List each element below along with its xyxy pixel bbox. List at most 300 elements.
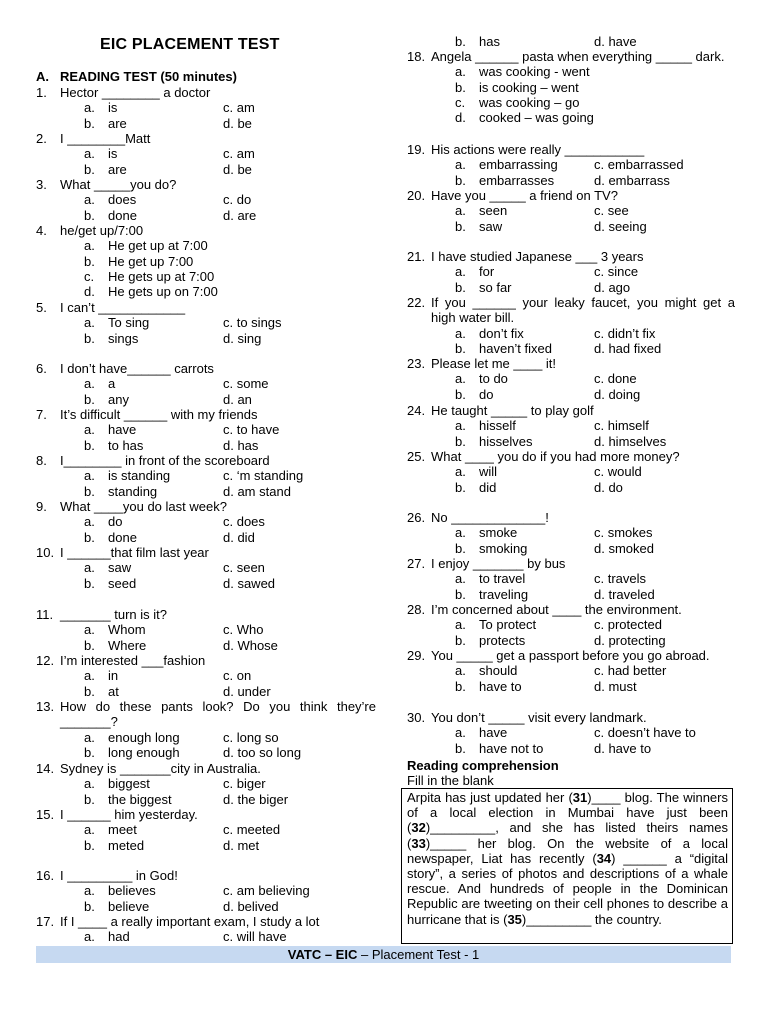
question-number: 15.	[36, 807, 55, 822]
option-letter: a.	[84, 668, 95, 684]
answer-options	[84, 883, 376, 914]
option-text: d. ago	[594, 279, 631, 295]
question-text: I ________Matt	[60, 131, 151, 146]
answer-option	[455, 95, 735, 110]
question-16	[36, 868, 376, 914]
answer-options	[455, 264, 735, 295]
question-stem	[407, 356, 735, 371]
answer-option	[455, 725, 594, 740]
option-text: hisself	[479, 418, 516, 434]
answer-option	[84, 162, 223, 177]
option-letter: a.	[84, 883, 95, 899]
answer-option	[84, 238, 376, 253]
option-text: c. ‘m standing	[223, 468, 304, 484]
question-number: 11.	[36, 607, 54, 622]
question-10	[36, 545, 376, 591]
answer-option	[84, 668, 223, 683]
option-text: d. must	[594, 678, 637, 694]
answer-options	[84, 514, 376, 545]
option-text: d. the biger	[223, 791, 289, 807]
question-stem	[407, 295, 735, 326]
option-letter: a.	[84, 146, 95, 162]
answer-options	[84, 315, 376, 346]
question-21	[407, 249, 735, 295]
answer-option	[223, 838, 376, 853]
answer-option	[594, 725, 735, 740]
option-text: c. will have	[223, 929, 287, 945]
option-letter: b.	[455, 540, 466, 556]
question-text: I have studied Japanese ___ 3 years	[431, 249, 644, 264]
option-letter: b.	[455, 34, 466, 49]
answer-option	[594, 663, 735, 678]
answer-option	[223, 376, 376, 391]
question-text: He taught _____ to play golf	[431, 403, 594, 418]
question-text: I ______ him yesterday.	[60, 807, 198, 822]
question-stem	[407, 648, 735, 663]
option-text: d. has	[223, 437, 259, 453]
answer-option	[594, 371, 735, 386]
answer-option	[223, 468, 376, 483]
option-text: saw	[479, 218, 503, 234]
answer-option	[455, 110, 735, 125]
answer-option	[223, 422, 376, 437]
question-text: If I ____ a really important exam, I study a lot	[60, 914, 320, 929]
reading-comprehension-heading: Reading comprehension	[407, 758, 559, 773]
question-17	[36, 914, 376, 945]
answer-option	[223, 684, 376, 699]
question-number: 22.	[407, 295, 426, 310]
option-letter: a.	[455, 464, 466, 480]
option-letter: a.	[84, 514, 95, 530]
question-number: 1.	[36, 85, 47, 100]
answer-option	[594, 341, 735, 356]
question-text: I don’t have______ carrots	[60, 361, 214, 376]
option-text: d. embarrass	[594, 172, 670, 188]
option-text: biggest	[108, 776, 150, 792]
section-text: READING TEST (50 minutes)	[60, 69, 237, 84]
option-letter: a.	[84, 238, 95, 254]
answer-options	[84, 668, 376, 699]
answer-options	[84, 468, 376, 499]
option-text: c. to have	[223, 422, 280, 438]
answer-option	[84, 484, 223, 499]
answer-option	[594, 541, 735, 556]
answer-option	[223, 530, 376, 545]
answer-option	[84, 576, 223, 591]
option-text: are	[108, 115, 127, 131]
answer-options	[455, 64, 735, 125]
option-text: d. smoked	[594, 540, 654, 556]
option-text: have to	[479, 678, 522, 694]
question-number: 19.	[407, 142, 426, 157]
answer-options	[455, 34, 735, 49]
question-7	[36, 407, 376, 453]
question-stem	[36, 361, 376, 376]
answer-option	[455, 157, 594, 172]
option-text: c. had better	[594, 663, 667, 679]
answer-option	[84, 331, 223, 346]
blank-number: 34	[596, 850, 612, 866]
option-text: d. be	[223, 161, 252, 177]
answer-option	[594, 617, 735, 632]
option-text: meted	[108, 837, 145, 853]
question-text: Angela ______ pasta when everything _____ dark.	[431, 49, 725, 64]
question-number: 10.	[36, 545, 55, 560]
question-stem	[36, 761, 376, 776]
question-number: 13.	[36, 699, 55, 714]
answer-option	[594, 219, 735, 234]
option-text: d. met	[223, 837, 260, 853]
answer-option	[455, 679, 594, 694]
option-letter: c.	[84, 268, 95, 284]
answer-option	[455, 418, 594, 433]
question-18	[407, 49, 735, 125]
answer-option	[223, 116, 376, 131]
blank-number: 33	[411, 835, 426, 851]
blank-number: 31	[572, 790, 588, 805]
answer-option	[223, 622, 376, 637]
option-text: d. himselves	[594, 433, 667, 449]
option-text: d. belived	[223, 898, 279, 914]
question-11	[36, 607, 376, 653]
answer-option	[594, 157, 735, 172]
answer-option	[455, 525, 594, 540]
answer-option	[223, 331, 376, 346]
option-letter: b.	[84, 637, 95, 653]
question-text: What ____ you do if you had more money?	[431, 449, 680, 464]
answer-option	[594, 387, 735, 402]
option-letter: a.	[84, 468, 95, 484]
answer-option	[594, 203, 735, 218]
footer-text: – Placement Test - 1	[357, 947, 480, 962]
question-6	[36, 361, 376, 407]
option-text: d. did	[223, 529, 255, 545]
passage-text: )____ blog. The winners of a local election in Mumbai have just been (	[407, 790, 728, 836]
question-stem	[36, 807, 376, 822]
answer-option	[84, 146, 223, 161]
answer-option	[223, 438, 376, 453]
answer-option	[455, 280, 594, 295]
question-24	[407, 403, 735, 449]
option-text: d. are	[223, 207, 257, 223]
answer-options	[84, 730, 376, 761]
option-text: He gets up at 7:00	[108, 268, 215, 284]
answer-option	[455, 64, 735, 79]
answer-option	[455, 571, 594, 586]
answer-option	[455, 480, 594, 495]
footer-org: VATC – EIC	[287, 947, 358, 962]
option-text: He gets up on 7:00	[108, 284, 218, 300]
option-letter: a.	[84, 776, 95, 792]
option-letter: a.	[455, 157, 466, 173]
answer-option	[455, 741, 594, 756]
option-text: has	[479, 34, 500, 49]
blank-number: 35	[507, 911, 522, 927]
answer-option	[223, 638, 376, 653]
option-letter: a.	[84, 929, 95, 945]
option-text: c. am believing	[223, 883, 310, 899]
section-heading	[36, 69, 237, 84]
option-text: c. biger	[223, 776, 266, 792]
option-text: d. protecting	[594, 632, 666, 648]
question-number: 6.	[36, 361, 47, 376]
option-text: d. an	[223, 391, 252, 407]
question-number: 16.	[36, 868, 55, 883]
question-number: 2.	[36, 131, 47, 146]
option-text: He get up 7:00	[108, 253, 194, 269]
option-text: should	[479, 663, 518, 679]
answer-options	[455, 571, 735, 602]
option-letter: a.	[84, 729, 95, 745]
answer-option	[223, 883, 376, 898]
answer-option	[223, 792, 376, 807]
answer-option	[223, 514, 376, 529]
option-letter: b.	[455, 632, 466, 648]
answer-options	[84, 822, 376, 853]
question-stem	[36, 453, 376, 468]
option-text: to travel	[479, 571, 526, 587]
answer-option	[223, 146, 376, 161]
option-text: c. am	[223, 146, 255, 162]
option-text: d. had fixed	[594, 340, 662, 356]
option-letter: b.	[84, 253, 95, 269]
option-text: in	[108, 668, 119, 684]
option-text: cooked – was going	[479, 110, 594, 126]
answer-options	[455, 464, 735, 495]
option-letter: b.	[455, 79, 466, 95]
option-letter: a.	[455, 203, 466, 219]
question-stem	[407, 449, 735, 464]
option-letter: a.	[455, 571, 466, 587]
option-letter: b.	[455, 678, 466, 694]
option-text: have	[108, 422, 137, 438]
option-text: c. to sings	[223, 315, 282, 331]
answer-options	[455, 326, 735, 357]
option-text: any	[108, 391, 129, 407]
answer-option	[594, 525, 735, 540]
question-1	[36, 85, 376, 131]
option-text: is standing	[108, 468, 171, 484]
answer-option	[84, 638, 223, 653]
question-stem	[407, 403, 735, 418]
answer-options	[455, 418, 735, 449]
passage-text: )_________ the country.	[521, 911, 662, 927]
option-text: are	[108, 161, 127, 177]
question-text: Sydney is _______city in Australia.	[60, 761, 261, 776]
option-text: believes	[108, 883, 156, 899]
answer-option	[455, 663, 594, 678]
answer-option	[594, 173, 735, 188]
option-letter: b.	[84, 529, 95, 545]
question-number: 17.	[36, 914, 55, 929]
option-text: d. am stand	[223, 483, 291, 499]
question-number: 9.	[36, 499, 47, 514]
answer-option	[84, 254, 376, 269]
option-text: was cooking - went	[479, 64, 590, 80]
question-number: 20.	[407, 188, 426, 203]
answer-option	[84, 745, 223, 760]
question-text: _______ turn is it?	[60, 607, 167, 622]
question-number: 4.	[36, 223, 47, 238]
question-text: I can’t ____________	[60, 300, 186, 315]
option-text: c. am	[223, 100, 255, 116]
option-text: so far	[479, 279, 512, 295]
question-text: You _____ get a passport before you go abroad.	[431, 648, 710, 663]
option-letter: b.	[455, 740, 466, 756]
answer-option	[84, 838, 223, 853]
option-text: have	[479, 725, 508, 741]
question-number: 24.	[407, 403, 426, 418]
option-text: at	[108, 683, 119, 699]
option-text: is	[108, 146, 118, 162]
option-text: Whom	[108, 622, 146, 638]
page-footer	[36, 946, 731, 963]
question-stem	[407, 188, 735, 203]
answer-option	[455, 173, 594, 188]
option-text: d. seeing	[594, 218, 647, 234]
question-stem	[36, 653, 376, 668]
answer-option	[84, 883, 223, 898]
answer-option	[84, 208, 223, 223]
option-letter: a.	[84, 560, 95, 576]
question-22	[407, 295, 735, 356]
answer-options	[84, 146, 376, 177]
option-letter: b.	[84, 330, 95, 346]
option-text: smoke	[479, 525, 518, 541]
question-text: If you ______ your leaky faucet, you might get a high water bill.	[431, 295, 735, 326]
option-text: done	[108, 207, 137, 223]
page-title: EIC PLACEMENT TEST	[100, 36, 280, 53]
option-letter: b.	[455, 218, 466, 234]
answer-option	[223, 730, 376, 745]
answer-options	[84, 622, 376, 653]
option-letter: b.	[84, 791, 95, 807]
blank-number: 32	[411, 820, 426, 836]
answer-option	[84, 284, 376, 299]
answer-option	[455, 80, 735, 95]
question-14	[36, 761, 376, 807]
option-text: hisselves	[479, 433, 533, 449]
question-text: I________ in front of the scoreboard	[60, 453, 270, 468]
question-23	[407, 356, 735, 402]
question-stem	[36, 607, 376, 622]
option-text: haven’t fixed	[479, 340, 552, 356]
option-text: c. didn’t fix	[594, 325, 656, 341]
option-text: meet	[108, 822, 137, 838]
option-letter: a.	[455, 617, 466, 633]
option-text: c. would	[594, 464, 642, 480]
option-letter: b.	[455, 386, 466, 402]
option-text: d. sing	[223, 330, 262, 346]
question-15	[36, 807, 376, 853]
question-stem	[36, 300, 376, 315]
answer-options	[84, 376, 376, 407]
option-text: is cooking – went	[479, 79, 579, 95]
answer-option	[455, 617, 594, 632]
option-text: had	[108, 929, 130, 945]
answer-option	[84, 684, 223, 699]
option-letter: a.	[455, 325, 466, 341]
question-text: I enjoy _______ by bus	[431, 556, 566, 571]
answer-options	[455, 663, 735, 694]
question-number: 21.	[407, 249, 426, 264]
question-8	[36, 453, 376, 499]
answer-option	[84, 530, 223, 545]
passage-text: ) ______ a “digital story”, a series of photos and descriptions of a whale rescue. And hundreds of people in the Dominican Republic are tweeting on their cell phones to describe a hurricane that is (	[407, 850, 728, 927]
option-letter: b.	[455, 479, 466, 495]
question-20	[407, 188, 735, 234]
question-29	[407, 648, 735, 694]
question-number: 12.	[36, 653, 55, 668]
option-text: c. some	[223, 376, 269, 392]
answer-option	[594, 464, 735, 479]
question-number: 23.	[407, 356, 426, 371]
option-text: c. embarrassed	[594, 157, 684, 173]
answer-option	[84, 776, 223, 791]
option-text: d. have to	[594, 740, 652, 756]
question-number: 29.	[407, 648, 426, 663]
answer-option	[84, 192, 223, 207]
answer-option	[594, 264, 735, 279]
answer-option	[84, 438, 223, 453]
answer-option	[594, 633, 735, 648]
question-stem	[407, 49, 735, 64]
passage-text: Arpita has just updated her (	[407, 790, 573, 805]
option-text: d. sawed	[223, 575, 276, 591]
option-text: d. be	[223, 115, 252, 131]
question-stem	[36, 914, 376, 929]
answer-options	[455, 725, 735, 756]
option-text: embarrassing	[479, 157, 558, 173]
question-number: 14.	[36, 761, 55, 776]
option-letter: b.	[84, 575, 95, 591]
option-letter: c.	[455, 94, 466, 110]
passage-text: )_____ her blog. On the website of a local newspaper, Liat has recently (	[407, 835, 728, 866]
question-text: It’s difficult ______ with my friends	[60, 407, 258, 422]
option-text: c. on	[223, 668, 252, 684]
option-letter: a.	[84, 315, 95, 331]
answer-option	[455, 541, 594, 556]
question-26	[407, 510, 735, 556]
option-text: c. since	[594, 264, 639, 280]
answer-options	[84, 560, 376, 591]
option-text: long enough	[108, 744, 180, 760]
option-text: protects	[479, 632, 526, 648]
reading-passage-box	[401, 788, 733, 944]
question-number: 27.	[407, 556, 426, 571]
question-text: You don’t _____ visit every landmark.	[431, 710, 647, 725]
option-text: smoking	[479, 540, 528, 556]
option-text: d. doing	[594, 386, 641, 402]
answer-option	[223, 668, 376, 683]
answer-option	[455, 633, 594, 648]
answer-option	[84, 514, 223, 529]
option-text: Where	[108, 637, 147, 653]
option-letter: b.	[455, 586, 466, 602]
answer-options	[84, 238, 376, 299]
option-text: was cooking – go	[479, 94, 580, 110]
answer-option	[223, 576, 376, 591]
option-text: c. smokes	[594, 525, 653, 541]
question-stem	[36, 407, 376, 422]
question-stem	[36, 131, 376, 146]
answer-option	[84, 730, 223, 745]
answer-option	[455, 203, 594, 218]
option-letter: a.	[455, 64, 466, 80]
option-letter: b.	[455, 172, 466, 188]
answer-option	[455, 387, 594, 402]
option-letter: b.	[84, 207, 95, 223]
